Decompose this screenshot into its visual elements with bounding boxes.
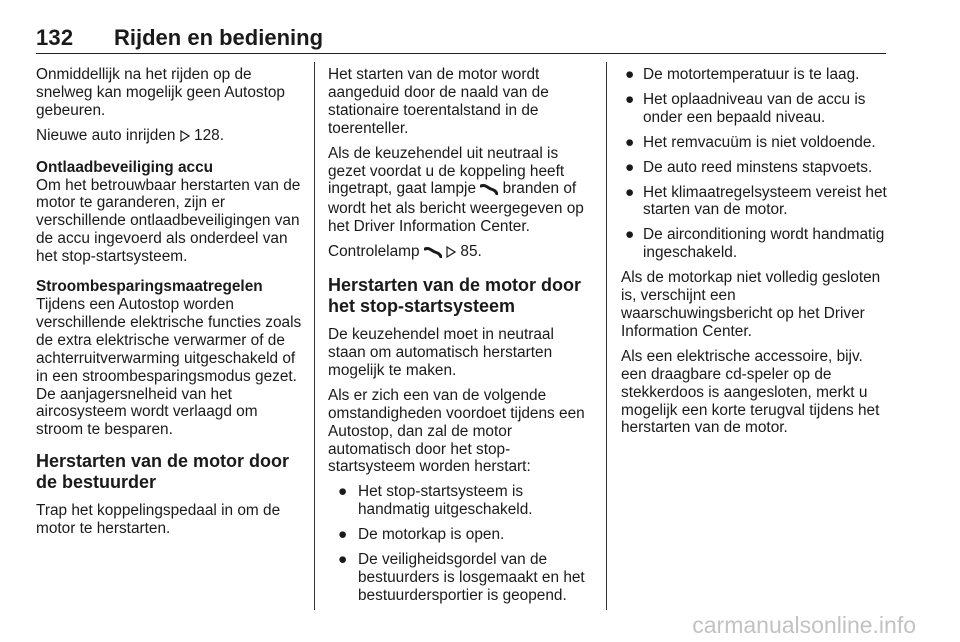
cross-reference-link[interactable]: 85. — [460, 243, 482, 261]
column-divider — [606, 62, 607, 610]
bullet: ● — [625, 226, 635, 244]
page-reference-arrow-icon — [180, 129, 190, 147]
column-right — [621, 66, 889, 444]
bullet: ● — [625, 158, 635, 176]
paragraph — [36, 127, 302, 147]
list-item — [328, 526, 592, 544]
paragraph: Trap het koppelingspedaal in om de motor te herstarten. — [36, 502, 281, 538]
bullet: ● — [625, 66, 635, 83]
list-item-text: De veiligheidsgordel van de bestuurders is losgemaakt en het bestuurdersportier is geopend. — [358, 551, 585, 604]
cross-reference-link[interactable]: 128. — [194, 126, 224, 144]
section-heading: Herstarten van de motor door het stop-startsysteem — [328, 275, 582, 317]
paragraph: Het starten van de motor wordt aangeduid door de naald van de stationaire toerentalstand in de toerenteller. — [328, 66, 549, 137]
list-item-text: Het remvacuüm is niet voldoende. — [643, 133, 876, 151]
list-item-text: Het oplaadniveau van de accu is onder een bepaald niveau. — [643, 90, 866, 126]
list-item — [621, 184, 889, 220]
section-body: Om het betrouwbaar herstarten van de motor te garanderen, zijn er verschillende ontlaadbeveiligingen van de accu ingevoerd als onderdeel van het stop-startsysteem. — [36, 176, 301, 266]
bullet: ● — [625, 183, 635, 201]
stop-start-indicator-icon — [424, 245, 442, 263]
chapter-title: Rijden en bediening — [114, 25, 324, 50]
list-item-text: Het klimaatregelsysteem vereist het starten van de motor. — [643, 183, 887, 219]
section-power-saving — [36, 278, 302, 439]
cross-reference-text: Controlelamp — [328, 243, 420, 261]
watermark: carmanualsonline.info — [692, 612, 916, 638]
paragraph-text: branden of wordt het als bericht weergegeven op het Driver Information Center. — [328, 180, 584, 236]
page-header — [36, 25, 886, 54]
list-item — [621, 134, 889, 152]
list-item-text: De motortemperatuur is te laag. — [643, 66, 860, 83]
cross-reference-text: Nieuwe auto inrijden — [36, 126, 176, 144]
paragraph-text: Als de keuzehendel uit neutraal is gezet voordat u de koppeling heeft ingetrapt, gaat lampje — [328, 144, 565, 198]
section-heading: Herstarten van de motor door de bestuurder — [36, 451, 290, 493]
section-battery — [36, 159, 302, 266]
list-item — [621, 226, 889, 262]
page-number: 132 — [36, 25, 74, 50]
paragraph — [328, 145, 592, 237]
page-reference-arrow-icon — [446, 245, 456, 263]
bullet: ● — [338, 551, 348, 569]
bullet: ● — [338, 526, 348, 544]
list-item-text: De airconditioning wordt handmatig ingeschakeld. — [643, 226, 885, 262]
list-item — [328, 551, 592, 605]
subheading: Ontlaadbeveiliging accu — [36, 158, 214, 176]
list-item-text: De motorkap is open. — [358, 526, 505, 544]
subheading: Stroombesparingsmaatregelen — [36, 278, 263, 296]
column-divider — [314, 62, 315, 610]
list-item — [621, 159, 889, 177]
paragraph: De keuzehendel moet in neutraal staan om automatisch herstarten mogelijk te maken. — [328, 326, 554, 379]
stop-start-indicator-icon — [480, 182, 498, 200]
paragraph: Als een elektrische accessoire, bijv. een draagbare cd-speler op de stekkerdoos is aangesloten, merkt u mogelijk een korte terugval tijdens het herstarten van de motor. — [621, 347, 880, 437]
bullet: ● — [625, 90, 635, 108]
condition-list — [328, 483, 592, 604]
paragraph — [328, 243, 592, 263]
paragraph: Als er zich een van de volgende omstandigheden voordoet tijdens een Autostop, dan zal de motor automatisch door het stop-startsysteem worden herstart: — [328, 386, 585, 476]
paragraph: Als de motorkap niet volledig gesloten is, verschijnt een waarschuwingsbericht op het Driver Information Center. — [621, 269, 881, 340]
column-middle — [328, 66, 592, 612]
list-item-text: Het stop-startsysteem is handmatig uitgeschakeld. — [358, 483, 533, 519]
bullet: ● — [625, 133, 635, 151]
list-item — [621, 91, 889, 127]
bullet: ● — [338, 483, 348, 501]
list-item — [621, 66, 889, 84]
list-item — [328, 483, 592, 519]
paragraph: Onmiddellijk na het rijden op de snelweg kan mogelijk geen Autostop gebeuren. — [36, 66, 285, 119]
section-body: Tijdens een Autostop worden verschillende elektrische functies zoals de extra elektrische verwarmer of de achterruitverwarming uitgeschakeld of in een stroombesparingsmodus gezet. De aanjagersnelheid van het aircosysteem wordt verlaagd om stroom te besparen. — [36, 295, 302, 439]
column-left — [36, 66, 302, 545]
condition-list — [621, 66, 889, 262]
list-item-text: De auto reed minstens stapvoets. — [643, 158, 873, 176]
